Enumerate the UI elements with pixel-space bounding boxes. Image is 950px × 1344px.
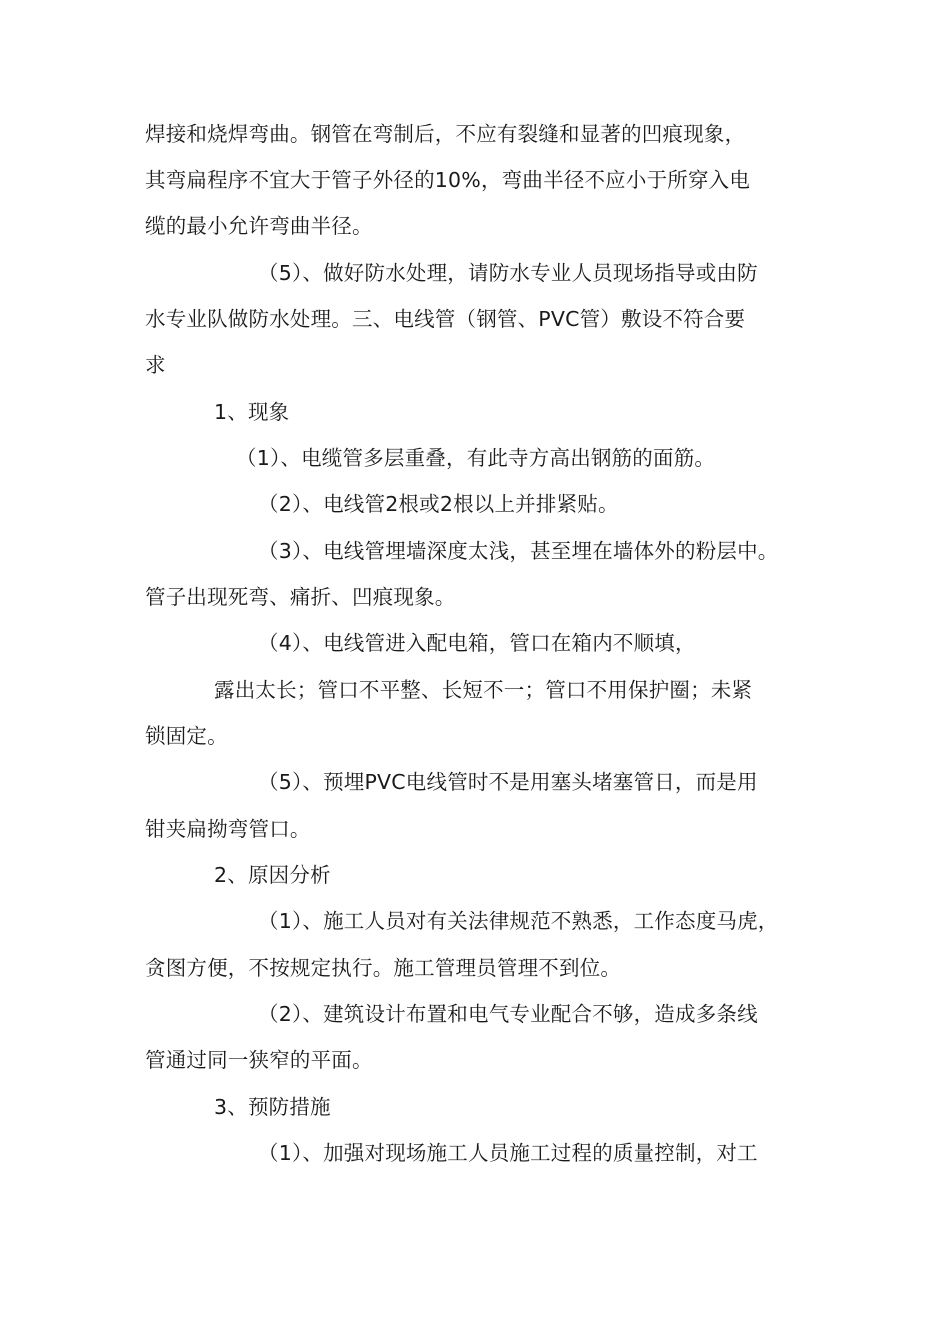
text-line: 其弯扁程序不宜大于管子外径的10%，弯曲半径不应小于所穿入电	[145, 168, 751, 192]
text-line: 缆的最小允许弯曲半径。	[145, 214, 373, 238]
text-line: 管通过同一狭窄的平面。	[145, 1048, 373, 1072]
text-line: （1）、施工人员对有关法律规范不熟悉，工作态度马虎，	[258, 909, 779, 933]
text-line: （2）、电线管2根或2根以上并排紧贴。	[258, 492, 619, 516]
text-line: 锁固定。	[145, 724, 228, 748]
text-line: （1）、电缆管多层重叠，有此寺方高出钢筋的面筋。	[236, 446, 716, 470]
section-heading: 3、预防措施	[214, 1095, 331, 1119]
text-line: 露出太长；管口不平整、长短不一；管口不用保护圈；未紧	[214, 678, 753, 702]
text-line: （4）、电线管进入配电箱，管口在箱内不顺填，	[258, 631, 696, 655]
section-heading: 2、原因分析	[214, 863, 331, 887]
text-line: 焊接和烧焊弯曲。钢管在弯制后，不应有裂缝和显著的凹痕现象，	[145, 122, 746, 146]
text-line: （1）、加强对现场施工人员施工过程的质量控制，对工	[258, 1141, 758, 1165]
text-line: 贪图方便，不按规定执行。施工管理员管理不到位。	[145, 956, 622, 980]
text-line: （5）、做好防水处理，请防水专业人员现场指导或由防	[258, 261, 758, 285]
section-heading: 1、现象	[214, 400, 290, 424]
text-line: 求	[145, 353, 166, 377]
text-line: 管子出现死弯、痛折、凹痕现象。	[145, 585, 456, 609]
text-line: 水专业队做防水处理。三、电线管（钢管、PVC管）敷设不符合要	[145, 307, 746, 331]
text-line: 钳夹扁拗弯管口。	[145, 817, 311, 841]
text-line: （2）、建筑设计布置和电气专业配合不够，造成多条线	[258, 1002, 758, 1026]
text-line: （3）、电线管埋墙深度太浅，甚至埋在墙体外的粉层中。	[258, 539, 779, 563]
text-line: （5）、预埋PVC电线管时不是用塞头堵塞管日，而是用	[258, 770, 758, 794]
